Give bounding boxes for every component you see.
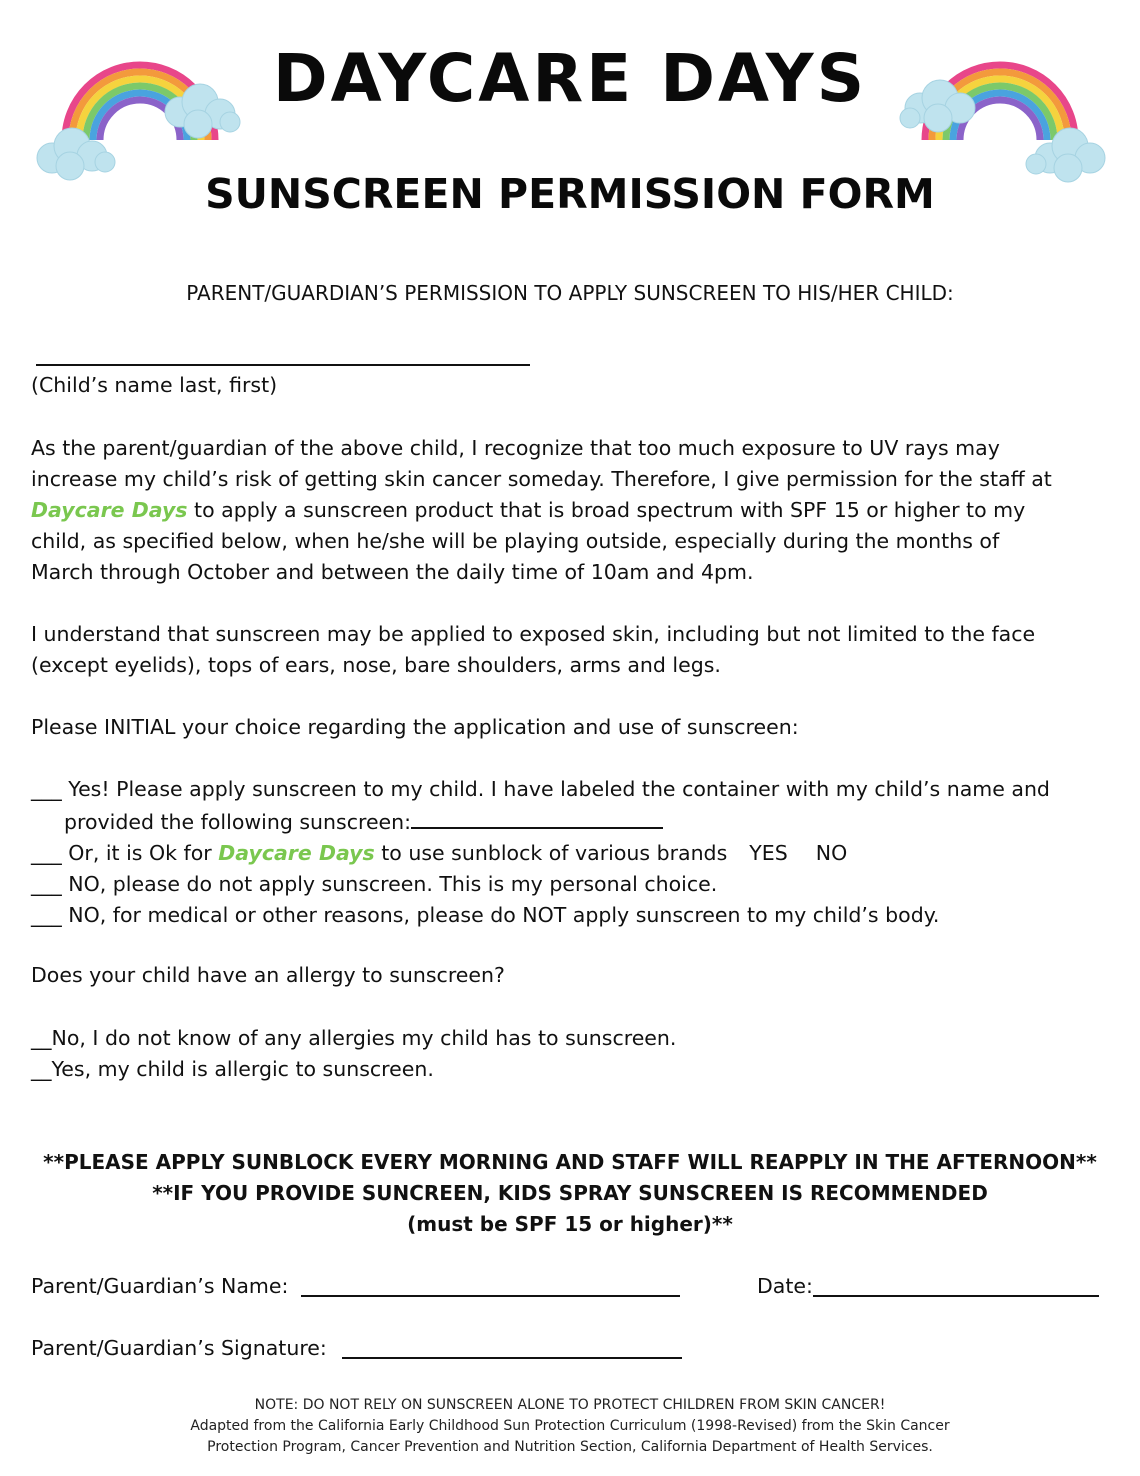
date-label: Date:: [757, 1274, 813, 1298]
allergy-no-option[interactable]: __No, I do not know of any allergies my child has to sunscreen.: [31, 1026, 677, 1050]
consent-paragraph: As the parent/guardian of the above child, I recognize that too much exposure to UV rays may increase my child’s risk of getting skin cancer someday. Therefore, I give permission for the staff at Daycare Days to apply a sunscreen product that is broad spectrum with SPF 15 or higher to my child, as specified below, when he/she will be playing outside, especially during the months of March through October and between the daily time of 10am and 4pm.: [31, 436, 1052, 584]
choice-list: ___ Yes! Please apply sunscreen to my child. I have labeled the container with my child’s name and provided the following sunscreen: ___ Or, it is Ok for Daycare Days to use sunblock of various brands YES NO ___ NO, please do not apply sunscreen. This is my personal choice. ___ NO, for medical or other reasons, please do NOT apply sunscreen to my child’s body.: [31, 774, 1111, 931]
choice-no-personal[interactable]: ___ NO, please do not apply sunscreen. This is my personal choice.: [31, 872, 718, 896]
allergy-yes-option[interactable]: __Yes, my child is allergic to sunscreen.: [31, 1057, 434, 1081]
footer-source-cont: Protection Program, Cancer Prevention and Nutrition Section, California Department of Health Services.: [207, 1439, 933, 1455]
parent-name-label: Parent/Guardian’s Name:: [31, 1274, 289, 1298]
sunscreen-brand-field[interactable]: [411, 805, 663, 829]
notice-spray: **IF YOU PROVIDE SUNCREEN, KIDS SPRAY SUNSCREEN IS RECOMMENDED: [152, 1181, 988, 1205]
child-name-label: (Child’s name last, first): [31, 373, 278, 397]
brand-name: Daycare Days: [31, 498, 188, 522]
allergy-question: Does your child have an allergy to sunscreen?: [31, 963, 505, 987]
initial-prompt: Please INITIAL your choice regarding the application and use of sunscreen:: [31, 715, 799, 739]
yes-option[interactable]: YES: [749, 841, 788, 865]
no-option[interactable]: NO: [815, 841, 848, 865]
application-paragraph: I understand that sunscreen may be applied to exposed skin, including but not limited to the face (except eyelids), tops of ears, nose, bare shoulders, arms and legs.: [31, 622, 1036, 677]
choice-various-brands[interactable]: ___ Or, it is Ok for Daycare Days to use sunblock of various brands YES NO: [31, 841, 848, 865]
notice-spf: (must be SPF 15 or higher)**: [407, 1212, 733, 1236]
footer-note: NOTE: DO NOT RELY ON SUNSCREEN ALONE TO PROTECT CHILDREN FROM SKIN CANCER!: [254, 1397, 886, 1413]
date-field[interactable]: [813, 1295, 1099, 1297]
parent-signature-field[interactable]: [342, 1357, 682, 1359]
parent-name-field[interactable]: [301, 1295, 680, 1297]
footer-source: Adapted from the California Early Childhood Sun Protection Curriculum (1998-Revised) from the Skin Cancer: [190, 1418, 950, 1434]
notice-reapply: **PLEASE APPLY SUNBLOCK EVERY MORNING AND STAFF WILL REAPPLY IN THE AFTERNOON**: [43, 1150, 1097, 1174]
choice-yes-apply[interactable]: ___ Yes! Please apply sunscreen to my child. I have labeled the container with my child’s name and: [31, 777, 1050, 801]
choice-no-medical[interactable]: ___ NO, for medical or other reasons, please do NOT apply sunscreen to my child’s body.: [31, 903, 940, 927]
intro-heading: PARENT/GUARDIAN’S PERMISSION TO APPLY SUNSCREEN TO HIS/HER CHILD:: [186, 281, 954, 305]
parent-signature-label: Parent/Guardian’s Signature:: [31, 1336, 327, 1360]
allergy-choices: [31, 1023, 1111, 1085]
form-subtitle: SUNSCREEN PERMISSION FORM: [205, 170, 935, 218]
child-name-field[interactable]: [36, 364, 530, 366]
page-title: DAYCARE DAYS: [272, 40, 868, 117]
